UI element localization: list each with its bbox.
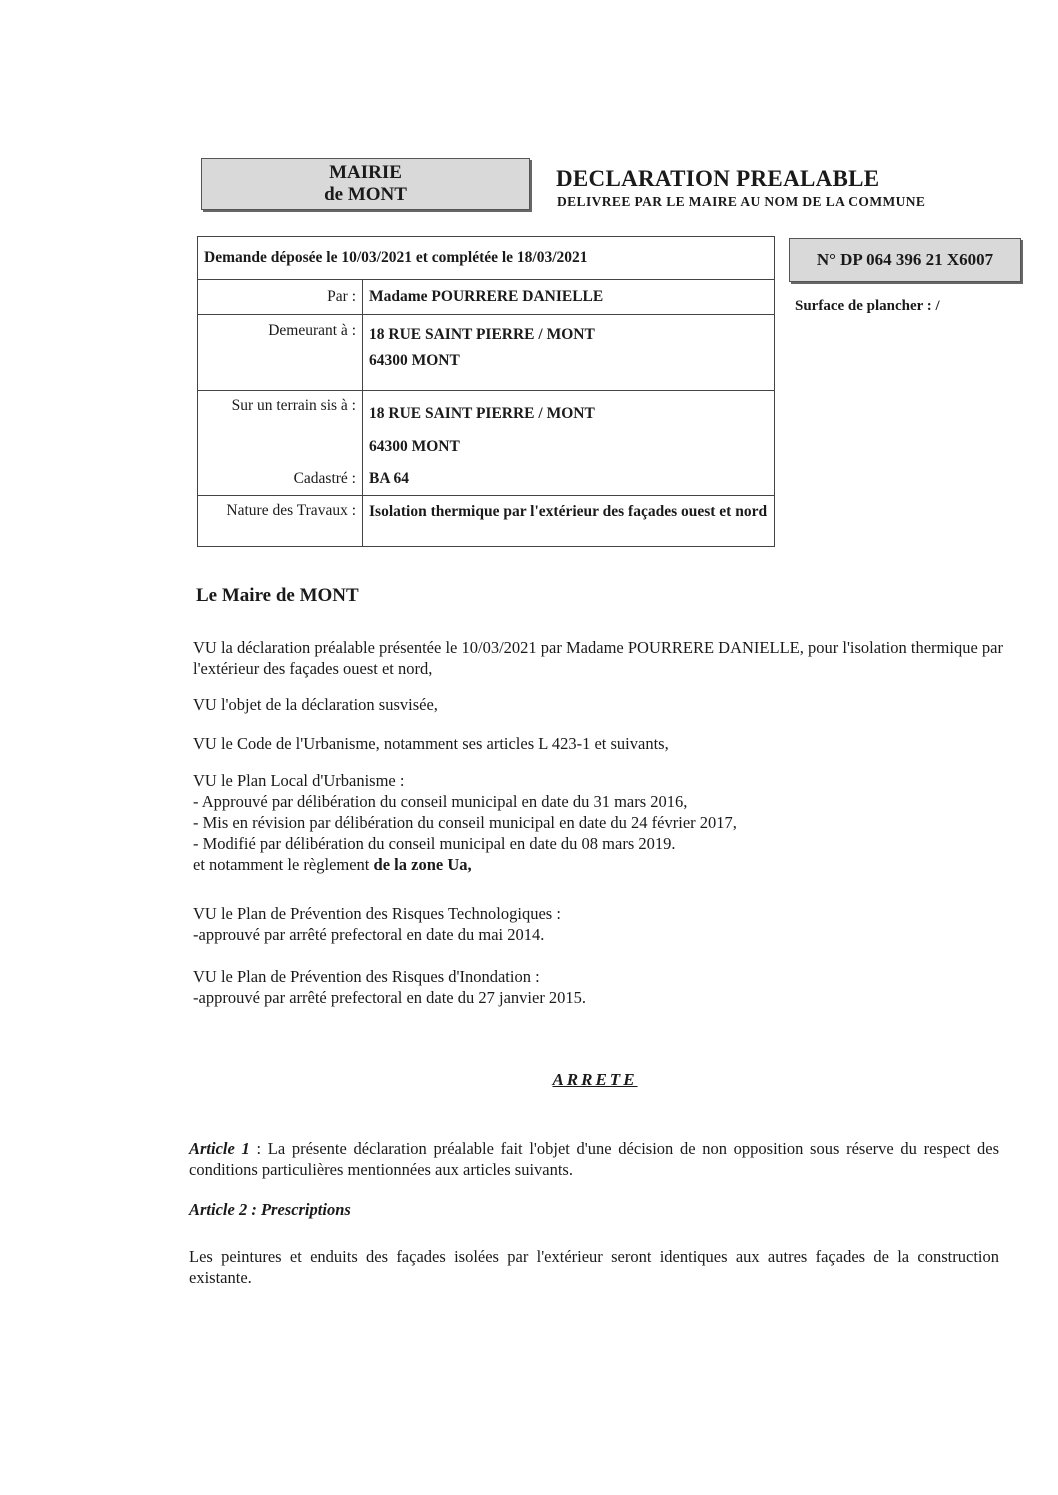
maire-heading: Le Maire de MONT	[196, 585, 359, 606]
terrain-row	[198, 391, 775, 464]
plu-item: - Modifié par délibération du conseil municipal en date du 08 mars 2019.	[193, 834, 676, 853]
surface-plancher: Surface de plancher : /	[795, 298, 940, 314]
deposit-row	[198, 237, 775, 280]
demeurant-row	[198, 315, 775, 391]
demeurant-line1: 18 RUE SAINT PIERRE / MONT	[369, 326, 595, 343]
plu-item: - Approuvé par délibération du conseil municipal en date du 31 mars 2016,	[193, 792, 688, 811]
request-info-table	[197, 236, 775, 547]
cadastre-value: BA 64	[363, 463, 775, 496]
vu-plu-block	[193, 770, 1003, 875]
terrain-label: Sur un terrain sis à :	[198, 391, 363, 464]
pprt-item: -approuvé par arrêté prefectoral en date du mai 2014.	[193, 925, 545, 944]
vu-pprt-block	[193, 903, 1003, 945]
plu-item: - Mis en révision par délibération du conseil municipal en date du 24 février 2017,	[193, 813, 737, 832]
par-label: Par :	[198, 280, 363, 315]
cadastre-row	[198, 463, 775, 496]
vu-ppri-block	[193, 966, 1003, 1008]
article-2-text: Les peintures et enduits des façades isolées par l'extérieur seront identiques aux autres façades de la construction existante.	[189, 1247, 999, 1287]
vu-code-urbanisme: VU le Code de l'Urbanisme, notamment ses articles L 423-1 et suivants,	[193, 734, 669, 753]
arrete-heading: ARRETE	[552, 1070, 638, 1089]
mairie-line1: MAIRIE	[329, 162, 402, 183]
par-value: Madame POURRERE DANIELLE	[363, 280, 775, 315]
demeurant-line2: 64300 MONT	[369, 352, 460, 369]
par-row	[198, 280, 775, 315]
ppri-title: VU le Plan de Prévention des Risques d'Inondation :	[193, 967, 540, 986]
dp-number: N° DP 064 396 21 X6007	[789, 238, 1021, 282]
document-title: DECLARATION PREALABLE	[556, 166, 880, 191]
mairie-box	[201, 158, 530, 210]
terrain-line2: 64300 MONT	[369, 438, 460, 455]
terrain-line1: 18 RUE SAINT PIERRE / MONT	[369, 405, 595, 422]
demeurant-label: Demeurant à :	[198, 315, 363, 391]
article-1	[189, 1138, 999, 1180]
article-1-label: Article 1	[189, 1139, 250, 1158]
plu-zone: et notamment le règlement de la zone Ua,	[193, 855, 472, 874]
ppri-item: -approuvé par arrêté prefectoral en date du 27 janvier 2015.	[193, 988, 587, 1007]
nature-label: Nature des Travaux :	[198, 496, 363, 547]
pprt-title: VU le Plan de Prévention des Risques Technologiques :	[193, 904, 561, 923]
nature-value: Isolation thermique par l'extérieur des façades ouest et nord	[363, 496, 775, 547]
vu-declaration: VU la déclaration préalable présentée le 10/03/2021 par Madame POURRERE DANIELLE, pour l'isolation thermique par l'extérieur des façades ouest et nord,	[193, 638, 1003, 678]
deposit-text: Demande déposée le 10/03/2021 et complétée le 18/03/2021	[198, 237, 775, 280]
vu-objet: VU l'objet de la déclaration susvisée,	[193, 695, 438, 714]
article-2-label: Article 2 : Prescriptions	[189, 1200, 351, 1219]
plu-title: VU le Plan Local d'Urbanisme :	[193, 771, 405, 790]
cadastre-label: Cadastré :	[198, 463, 363, 496]
mairie-line2: de MONT	[324, 184, 407, 205]
nature-row	[198, 496, 775, 547]
article-1-text: : La présente déclaration préalable fait l'objet d'une décision de non opposition sous réserve du respect des conditions particulières mentionnées aux articles suivants.	[189, 1139, 1000, 1179]
document-subtitle: DELIVREE PAR LE MAIRE AU NOM DE LA COMMUNE	[557, 194, 926, 209]
